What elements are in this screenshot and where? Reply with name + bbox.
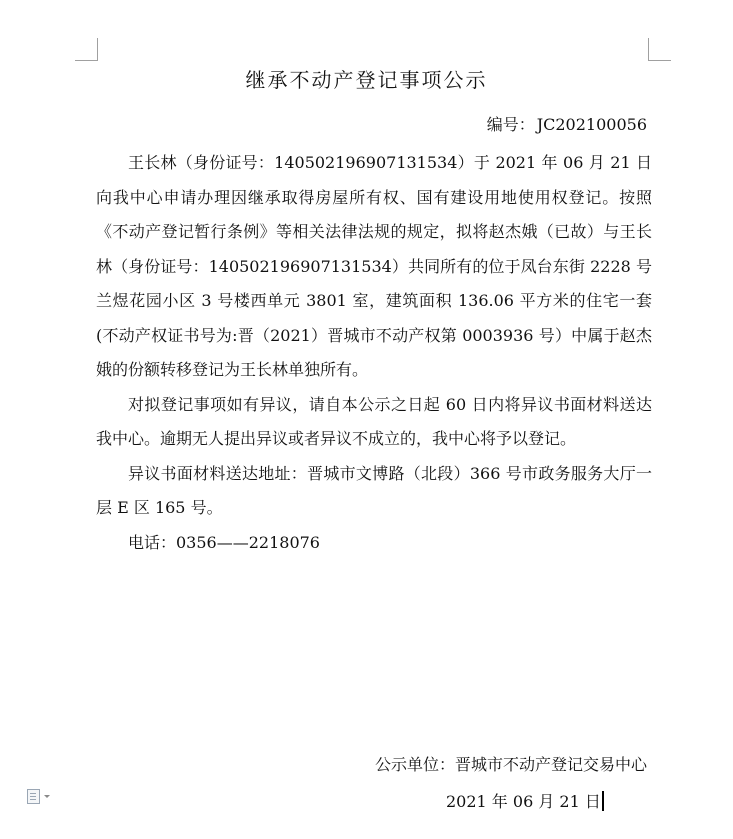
page-icon[interactable]	[27, 789, 40, 804]
date-text: 2021 年 06 月 21 日	[446, 792, 601, 811]
serial-number: JC202100056	[536, 115, 647, 134]
paragraph-phone: 电话：0356——2218076	[128, 532, 320, 552]
page-margin-corner-top-right	[648, 38, 671, 61]
page-margin-corner-top-left	[75, 38, 98, 61]
document-title: 继承不动产登记事项公示	[245, 68, 488, 92]
serial-label: 编号：	[486, 115, 535, 134]
paragraph-address: 异议书面材料送达地址：晋城市文博路（北段）366 号市政务服务大厅一层 E 区 165 号。	[96, 463, 652, 517]
paragraph-objection: 对拟登记事项如有异议，请自本公示之日起 60 日内将异议书面材料送达我中心。逾期无人提出异议或者异议不成立的，我中心将予以登记。	[96, 394, 652, 448]
paragraph-application: 王长林（身份证号：140502196907131534）于 2021 年 06 月 21 日向我中心申请办理因继承取得房屋所有权、国有建设用地使用权登记。按照《不动产登记暂行条例》等相关法律法规的规定，拟将赵杰娥（已故）与王长林（身份证号：140502196907131534）共同所有的位于凤台东街 2228 号兰煜花园小区 3 号楼西单元 3801 室，建筑面积 136.06 平方米的住宅一套(不动产权证书号为:晋（2021）晋城市不动产权第 0003936 号）中属于赵杰娥的份额转移登记为王长林单独所有。	[96, 153, 652, 379]
text-cursor	[602, 791, 604, 811]
chevron-down-icon[interactable]	[44, 795, 50, 798]
serial-line	[487, 114, 647, 136]
publisher-line: 公示单位：晋城市不动产登记交易中心	[374, 755, 647, 774]
document-body[interactable]	[96, 146, 652, 560]
date-line[interactable]	[446, 788, 604, 816]
